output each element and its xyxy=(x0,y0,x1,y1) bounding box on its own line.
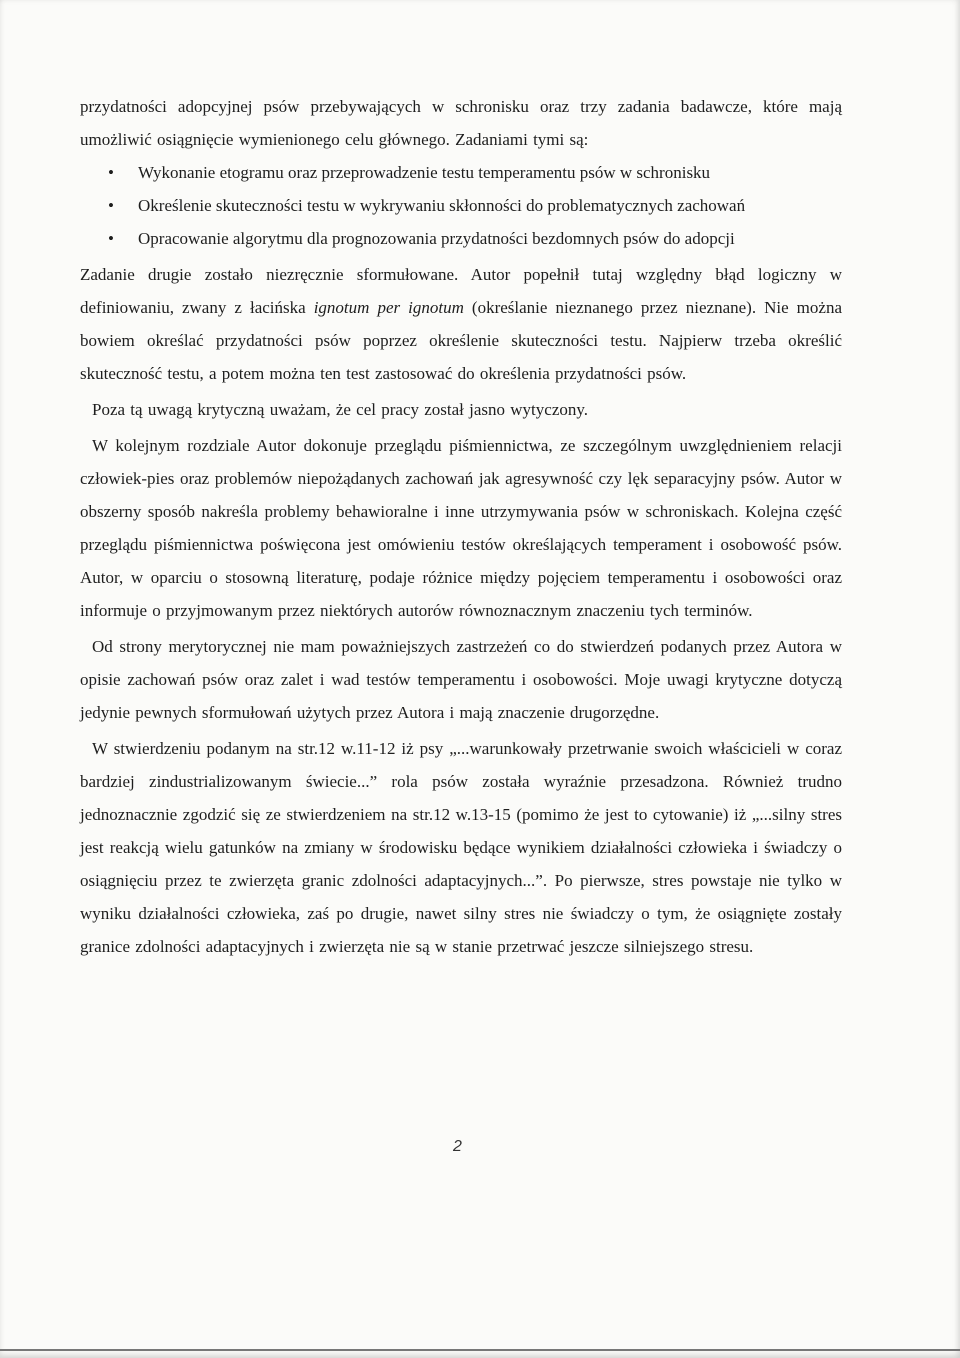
merit-paragraph: Od strony merytorycznej nie mam poważniejszych zastrzeżeń co do stwierdzeń podanych przez Autora w opisie zachowań psów oraz zalet i wad testów temperamentu i osobowości. Moje uwagi krytyczne dotyczą jedynie pewnych sformułowań użytych przez Autora i mają znaczenie drugorzędne. xyxy=(80,637,842,722)
logic-error-paragraph xyxy=(80,258,842,390)
bullet-icon: • xyxy=(108,229,114,248)
list-item xyxy=(108,189,842,222)
literature-review-paragraph: W kolejnym rozdziale Autor dokonuje przeglądu piśmiennictwa, ze szczególnym uwzględnieniem relacji człowiek-pies oraz problemów niepożądanych zachowań jak agresywność czy lęk separacyjny psów. Autor w obszerny sposób nakreśla problemy behawioralne i inne utrzymywania psów w schroniskach. Kolejna część przeglądu piśmiennictwa poświęcona jest omówieniu testów określających temperament i osobowość psów. Autor, w oparciu o stosowną literaturę, podaje różnice między pojęciem temperamentu i osobowości oraz informuje o przyjmowanym przez niektórych autorów równoznacznym znaczeniu tych terminów. xyxy=(80,436,842,620)
statement-critique-paragraph: W stwierdzeniu podanym na str.12 w.11-12 iż psy „...warunkowały przetrwanie swoich właścicieli w coraz bardziej zindustrializowanym świecie...” rola psów została wyraźnie przesadzona. Również trudno jednoznacznie zgodzić się ze stwierdzeniem na str.12 w.13-15 (pomimo że jest to cytowanie) iż „...silny stres jest reakcją wielu gatunków na zmiany w środowisku będące wynikiem działalności człowieka i świadczy o osiągnięciu przez te zwierzęta granic zdolności adaptacyjnych...”. Po pierwsze, stres powstaje nie tylko w wyniku działalności człowieka, zaś po drugie, nawet silny stres nie świadczy o tym, że osiągnięte zostały granice zdolności adaptacyjnych i zwierzęta nie są w stanie przetrwać jeszcze silniejszego stresu. xyxy=(80,739,842,956)
bullet-icon: • xyxy=(108,196,114,215)
task-text: Wykonanie etogramu oraz przeprowadzenie testu temperamentu psów w schronisku xyxy=(138,163,711,182)
latin-phrase: ignotum per ignotum xyxy=(313,298,464,317)
logic-error-text-after: (określanie nieznanego przez nieznane). Nie można bowiem określać przydatności psów poprzez określenie skuteczności testu. Najpierw trzeba określić skuteczność testu, a potem można ten test zastosować do określenia przydatności psów. xyxy=(80,298,842,383)
bullet-icon: • xyxy=(108,163,114,182)
list-item xyxy=(108,222,842,255)
list-item xyxy=(108,156,842,189)
scan-bottom-edge xyxy=(0,1349,960,1351)
task-text: Opracowanie algorytmu dla prognozowania przydatności bezdomnych psów do adopcji xyxy=(138,229,735,248)
page-number: 2 xyxy=(453,1138,462,1155)
research-tasks-list xyxy=(80,156,842,255)
remark-paragraph: Poza tą uwagą krytyczną uważam, że cel pracy został jasno wytyczony. xyxy=(92,400,589,419)
logic-error-text-before: Zadanie drugie zostało niezręcznie sformułowane. Autor popełnił tutaj względny błąd logiczny w definiowaniu, zwany z łacińska xyxy=(80,265,842,317)
intro-paragraph: przydatności adopcyjnej psów przebywających w schronisku oraz trzy zadania badawcze, które mają umożliwić osiągnięcie wymienionego celu głównego. Zadaniami tymi są: xyxy=(80,97,842,149)
task-text: Określenie skuteczności testu w wykrywaniu skłonności do problematycznych zachowań xyxy=(138,196,746,215)
document-page xyxy=(80,90,842,963)
